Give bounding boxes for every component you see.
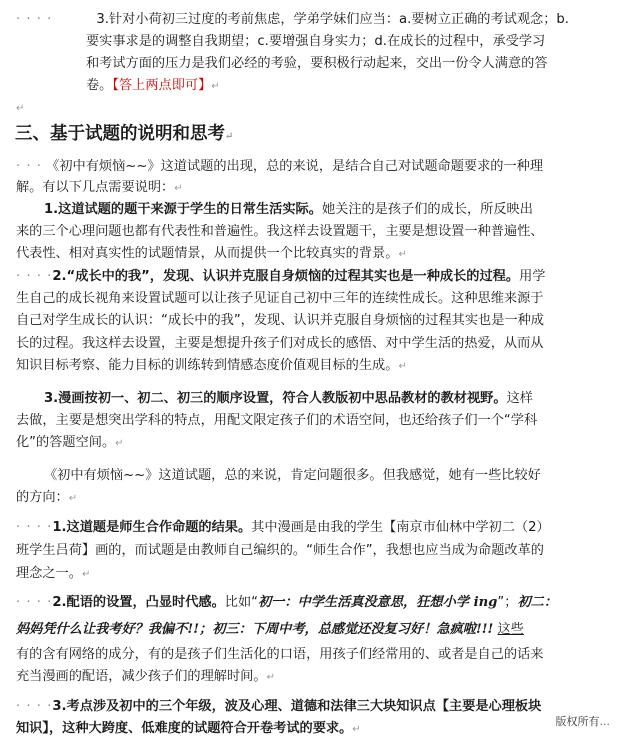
point-title: 2.配语的设置，凸显时代感。 [52, 595, 225, 610]
intro-text: 针对小荷初三过度的考前焦虑，学弟学妹们应当：a.要树立正确的考试观念；b. [108, 12, 569, 27]
paragraph-text: 来的三个心理问题也都有代表性和普遍性。我这样去设置题干，主要是想设置一种普遍性、 [16, 224, 544, 239]
paragraph-text: 这些 [497, 622, 524, 637]
item-number: 3. [96, 12, 109, 27]
point-title: 1.这道试题的题干来源于学生的日常生活实际。 [44, 202, 322, 217]
direction-2-line-4 [16, 667, 275, 688]
paragraph-mark: ↵ [398, 249, 407, 260]
copyright-text: 版权所有 [555, 715, 600, 728]
point-title: 2.“成长中的我”，发现、认识并克服自身烦恼的过程其实也是一种成长的过程。 [52, 269, 520, 284]
direction-paragraph-line-1 [44, 466, 541, 486]
direction-2-line-3 [16, 645, 544, 665]
intro-text: 卷。 [86, 78, 113, 93]
paragraph-text: 这样 [506, 391, 533, 406]
paragraph-mark: ↵ [115, 438, 124, 449]
direction-2-line-2 [16, 620, 524, 640]
point-title: 3.漫画按初一、初二、初三的顺序设置，符合人教版初中思品教材的教材视野。 [44, 391, 507, 406]
point-2-line-1 [16, 267, 545, 287]
point-1-line-3 [16, 244, 407, 265]
leader-dots: · · · · [16, 595, 53, 610]
section-heading [15, 122, 233, 149]
paragraph-text: 长的过程。我这样去设置，主要是想提升孩子们对成长的感悟、对中学生活的热爱，从而从 [16, 336, 544, 351]
direction-3-line-1 [16, 697, 541, 717]
paragraph-text: 去做，主要是想突出学科的特点，用配文限定孩子们的术语空间，也还给孩子们一个“学科 [16, 413, 538, 428]
caption-quote: 初一：中学生活真没意思，狂想小学 ing [258, 595, 498, 610]
paragraph-text: ”； [497, 595, 518, 610]
point-1-line-1 [44, 200, 533, 220]
paragraph-text: 解。有以下几点需要说明： [16, 180, 175, 195]
intro-paragraph-line-1 [16, 157, 543, 177]
leader-dots: · · · · [16, 699, 53, 714]
intro-text: 和考试方面的压力是我们必经的考验，要积极行动起来，交出一份令人满意的答 [86, 56, 548, 71]
paragraph-text: 有的含有网络的成分，有的是孩子们生活化的口语，用孩子们经常用的、或者是自己的话来 [16, 647, 544, 662]
paragraph-text: 《初中有烦恼~~》这道试题的出现，总的来说，是结合自己对试题命题要求的一种理 [46, 159, 544, 174]
intro-line-1 [16, 10, 569, 30]
leader-dots: · · · · [16, 12, 53, 27]
paragraph-text: 班学生吕荷】画的，而试题是由教师自己编织的。“师生合作”，我想也应当成为命题改革的 [16, 543, 544, 558]
paragraph-text: 《初中有烦恼~~》这道试题，总的来说，肯定问题很多。但我感觉，她有一些比较好 [44, 468, 541, 483]
heading-text: 三、基于试题的说明和思考 [15, 124, 225, 144]
copyright-footer: 版权所有... [555, 715, 610, 728]
direction-1-line-1 [16, 518, 550, 538]
paragraph-text: 用学 [519, 269, 546, 284]
leader-dots: · · · [16, 159, 42, 174]
paragraph-mark: ↵ [352, 724, 361, 735]
paragraph-mark: ↵ [225, 131, 234, 142]
answer-note: 【答上两点即可】 [112, 78, 212, 93]
intro-line-3 [86, 54, 548, 74]
paragraph-text: 理念之一。 [16, 566, 82, 581]
paragraph-mark: ↵ [16, 103, 25, 114]
paragraph-text: 她关注的是孩子们的成长，所反映出 [321, 202, 533, 217]
intro-paragraph-line-2 [16, 178, 183, 199]
paragraph-text: 比如“ [224, 595, 258, 610]
point-1-line-2 [16, 222, 544, 242]
point-2-line-3 [16, 311, 544, 331]
point-3-line-1 [44, 389, 533, 409]
intro-line-4 [86, 76, 220, 97]
paragraph-text: 自己对学生成长的认识：“成长中的我”，发现、认识并克服自身烦恼的过程其实也是一种成 [16, 313, 544, 328]
paragraph-mark: ↵ [68, 493, 78, 504]
direction-paragraph-line-2 [16, 488, 77, 509]
point-2-line-4 [16, 334, 544, 354]
point-3-line-2 [16, 411, 537, 431]
point-title: 知识】，这种大跨度、低难度的试题符合开卷考试的要求。 [16, 721, 353, 736]
caption-quote: 初二： [517, 595, 558, 610]
paragraph-mark: ↵ [211, 81, 220, 92]
empty-paragraph [16, 98, 24, 119]
direction-1-line-2 [16, 541, 544, 561]
point-2-line-5 [16, 356, 407, 377]
direction-3-line-2 [16, 719, 361, 740]
point-2-line-2 [16, 289, 544, 309]
paragraph-text: 充当漫画的配语，减少孩子们的理解时间。 [16, 669, 267, 684]
paragraph-mark: ↵ [174, 183, 183, 194]
paragraph-text: 代表性、相对真实性的试题情景，从而提供一个比较真实的背景。 [16, 246, 399, 261]
point-title: 1.这道题是师生合作命题的结果。 [52, 520, 252, 535]
point-title: 3.考点涉及初中的三个年级，波及心理、道德和法律三大块知识点【主要是心理板块 [52, 699, 542, 714]
leader-dots: · · · · [16, 520, 53, 535]
paragraph-text: 知识目标考察、能力目标的训练转到情感态度价值观目标的生成。 [16, 358, 399, 373]
paragraph-mark: ↵ [398, 361, 407, 372]
point-3-line-3 [16, 433, 124, 454]
direction-2-line-1 [16, 593, 557, 613]
direction-1-line-3 [16, 564, 90, 585]
paragraph-text: 生自己的成长视角来设置试题可以让孩子见证自己初中三年的连续性成长。这种思维来源于 [16, 291, 544, 306]
caption-quote: 妈妈凭什么让我考好？我偏不!!；初三：下周中考，总感觉还没复习好！急疯啦!!! [16, 622, 494, 637]
intro-line-2 [86, 32, 545, 52]
paragraph-mark: ↵ [266, 672, 275, 683]
paragraph-text: 其中漫画是由我的学生【南京市仙林中学初二（2） [251, 520, 550, 535]
paragraph-mark: ↵ [81, 569, 91, 580]
intro-text: 要实事求是的调整自我期望；c.要增强自身实力；d.在成长的过程中，承受学习 [86, 34, 546, 49]
paragraph-text: 的方向： [16, 490, 69, 505]
paragraph-text: 化”的答题空间。 [16, 435, 116, 450]
leader-dots: · · · · [16, 269, 53, 284]
